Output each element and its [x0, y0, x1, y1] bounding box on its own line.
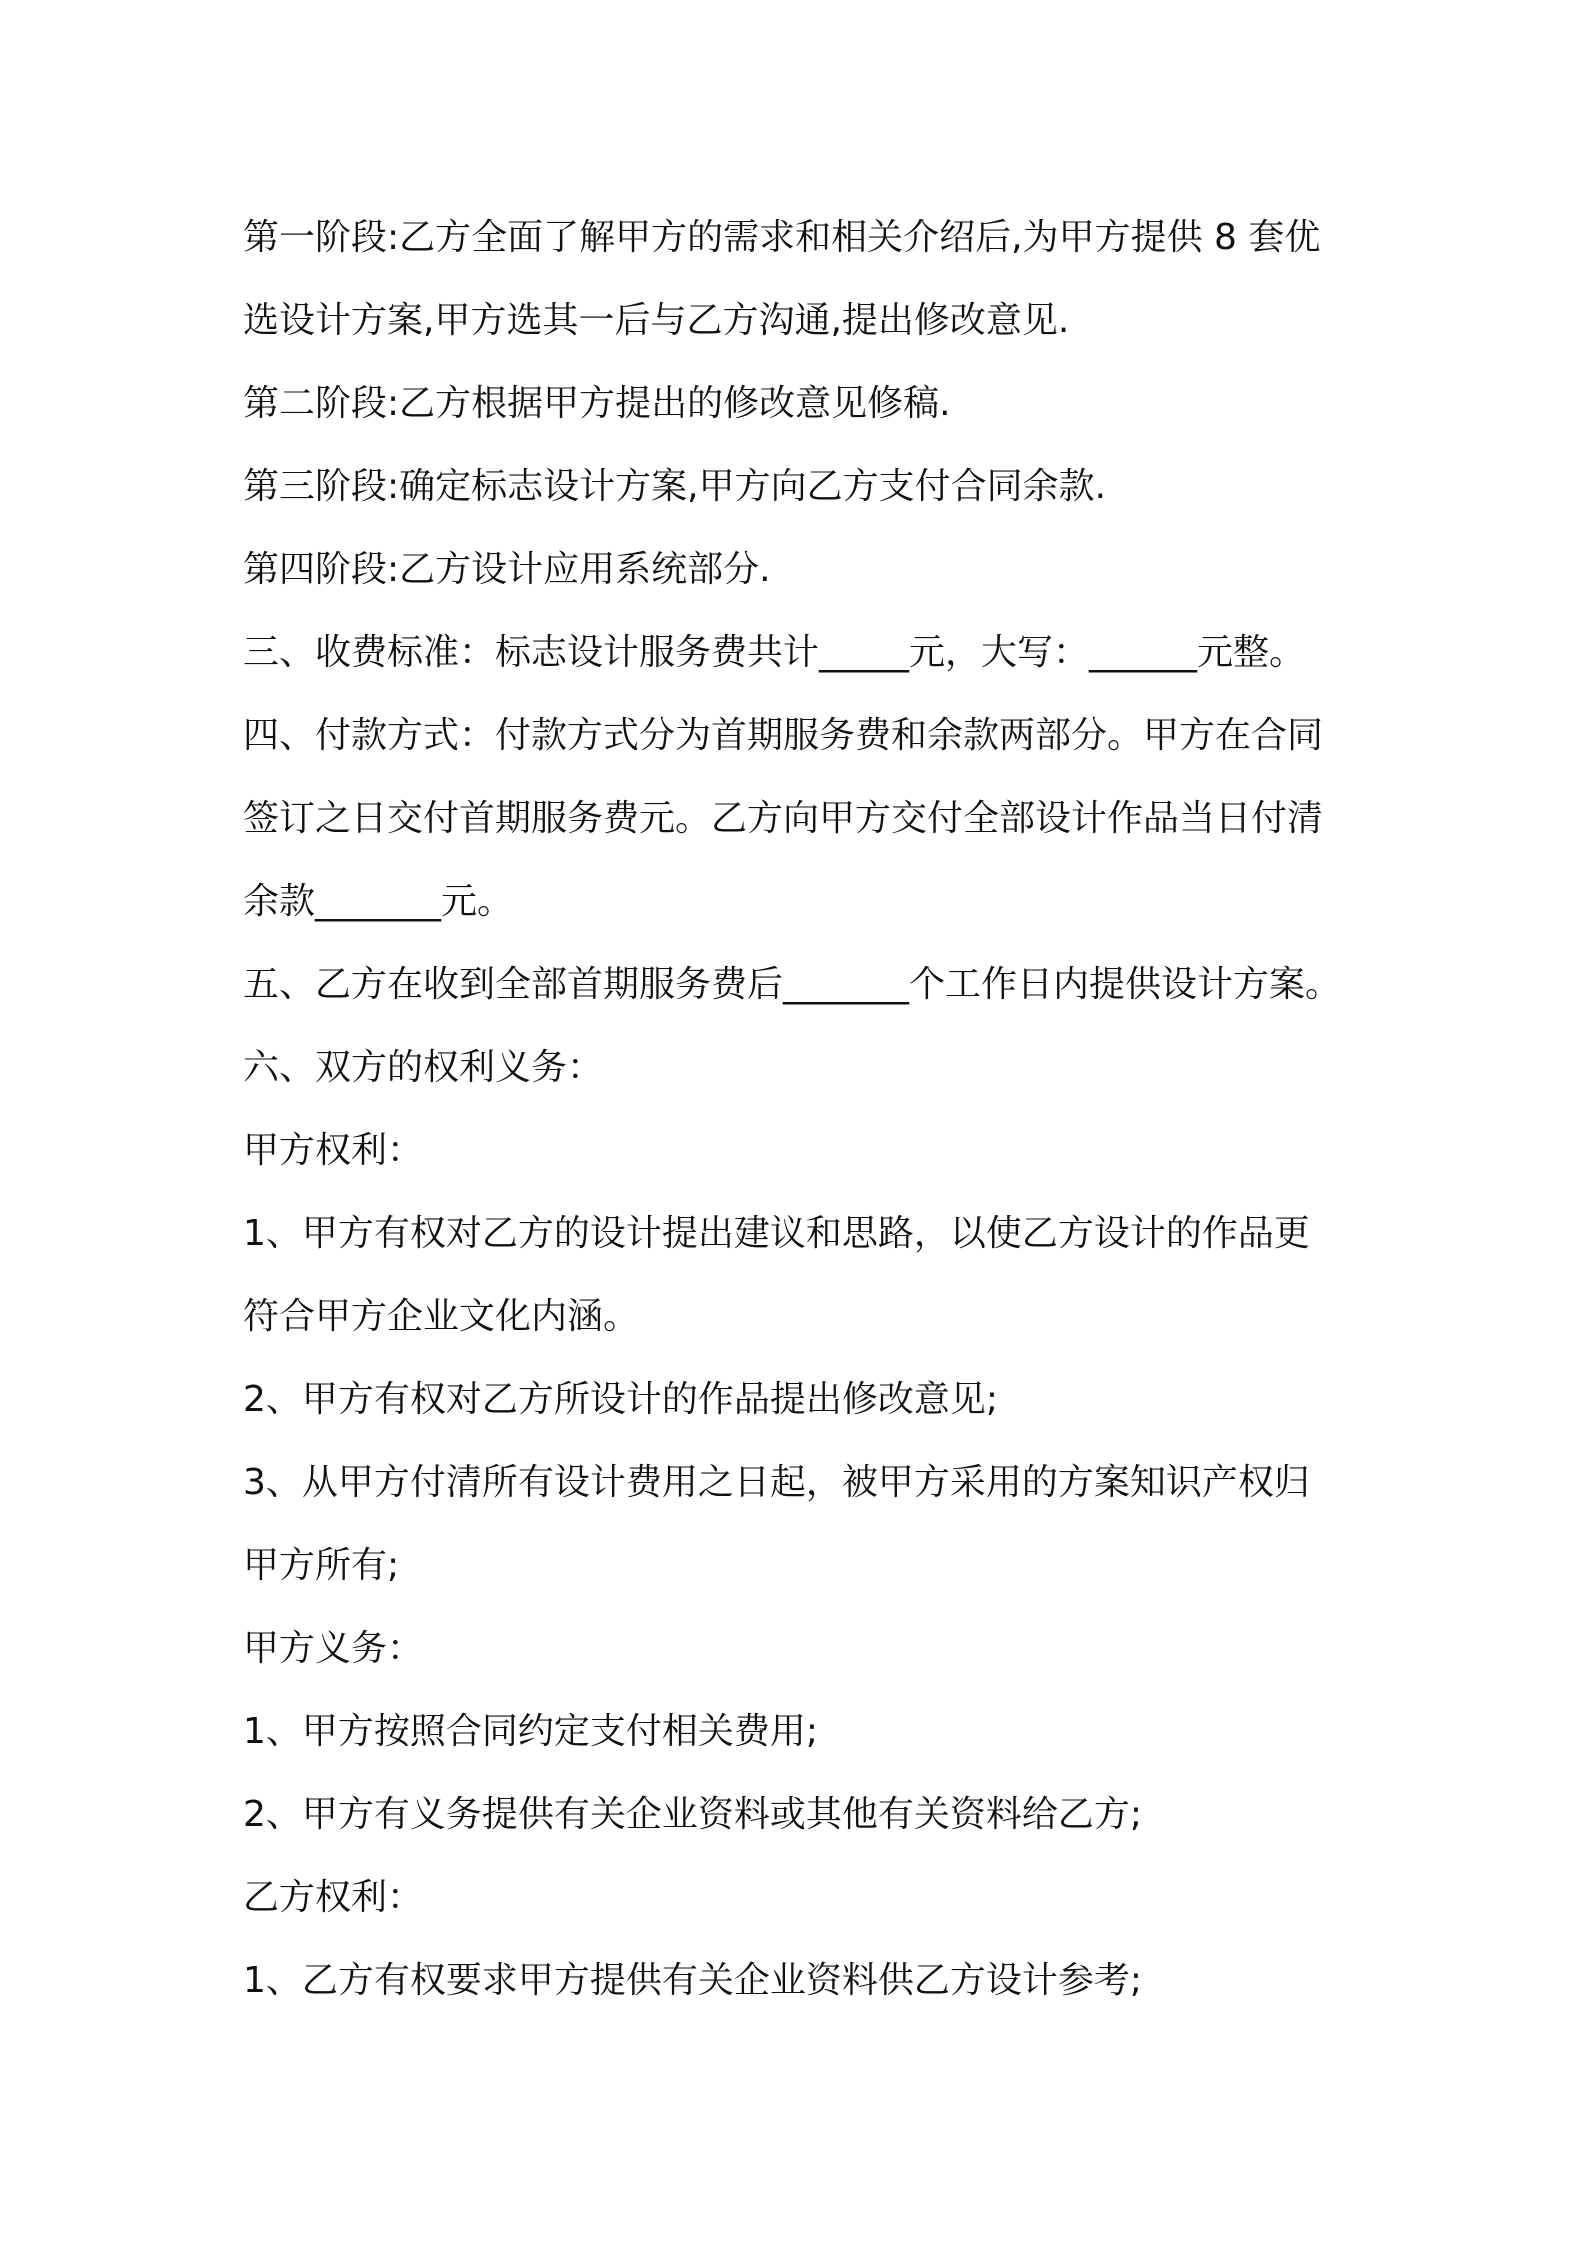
text-line-fee-standard: 三、收费标准：标志设计服务费共计_____元，大写：______元整。: [243, 632, 1306, 673]
text-line-a-duty-1: 1、甲方按照合同约定支付相关费用;: [243, 1711, 819, 1752]
text-line-stage-one-a: 第一阶段:乙方全面了解甲方的需求和相关介绍后,为甲方提供 8 套优: [243, 217, 1321, 258]
text-line-party-b-rights: 乙方权利：: [243, 1877, 424, 1918]
text-line-stage-four: 第四阶段:乙方设计应用系统部分.: [243, 549, 771, 590]
text-line-party-a-duties: 甲方义务：: [243, 1628, 424, 1669]
text-line-stage-two: 第二阶段:乙方根据甲方提出的修改意见修稿.: [243, 383, 951, 424]
text-line-a-right-3a: 3、从甲方付清所有设计费用之日起，被甲方采用的方案知识产权归: [243, 1462, 1310, 1503]
text-line-a-right-3b: 甲方所有;: [243, 1545, 400, 1586]
text-line-stage-three: 第三阶段:确定标志设计方案,甲方向乙方支付合同余款.: [243, 466, 1107, 507]
text-line-a-right-1b: 符合甲方企业文化内涵。: [243, 1296, 640, 1337]
text-line-a-duty-2: 2、甲方有义务提供有关企业资料或其他有关资料给乙方;: [243, 1794, 1143, 1835]
text-line-rights-heading: 六、双方的权利义务：: [243, 1047, 604, 1088]
text-line-payment-b: 签订之日交付首期服务费元。乙方向甲方交付全部设计作品当日付清: [243, 798, 1324, 839]
text-line-payment-c: 余款_______元。: [243, 881, 514, 922]
document-page: [243, 196, 1393, 2022]
text-line-a-right-2: 2、甲方有权对乙方所设计的作品提出修改意见;: [243, 1379, 999, 1420]
text-line-party-a-rights: 甲方权利：: [243, 1130, 424, 1171]
text-line-b-right-1: 1、乙方有权要求甲方提供有关企业资料供乙方设计参考;: [243, 1960, 1143, 2001]
text-line-stage-one-b: 选设计方案,甲方选其一后与乙方沟通,提出修改意见.: [243, 300, 1070, 341]
text-line-delivery-days: 五、乙方在收到全部首期服务费后_______个工作日内提供设计方案。: [243, 964, 1342, 1005]
text-line-a-right-1a: 1、甲方有权对乙方的设计提出建议和思路，以使乙方设计的作品更: [243, 1213, 1310, 1254]
text-line-payment-a: 四、付款方式：付款方式分为首期服务费和余款两部分。甲方在合同: [243, 715, 1324, 756]
